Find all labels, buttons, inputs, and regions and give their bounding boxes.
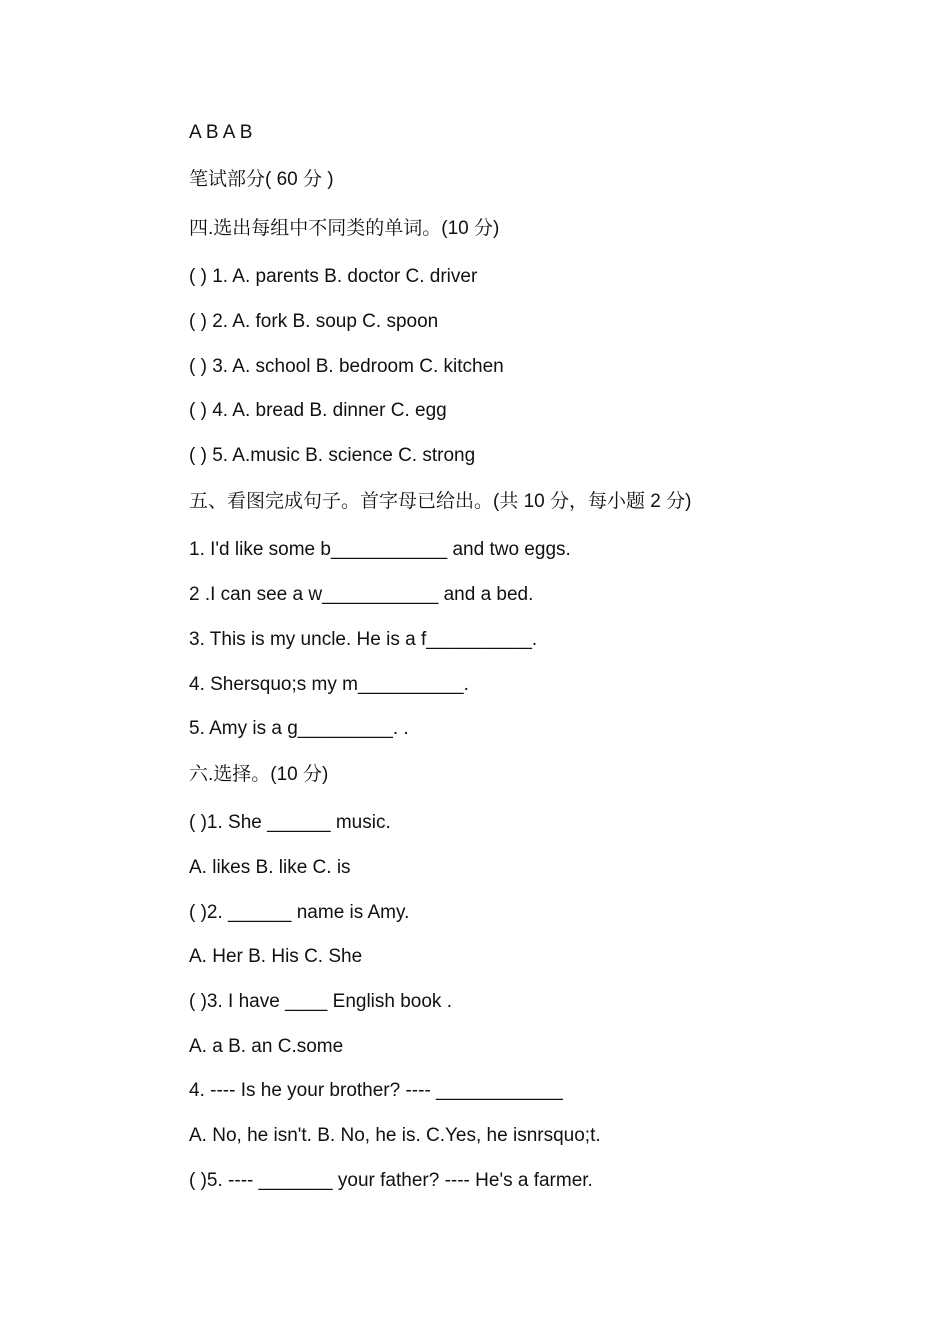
options-line: A. a B. an C.some: [189, 1036, 344, 1057]
options-line: A. No, he isn't. B. No, he is. C.Yes, he isnrsquo;t.: [189, 1125, 601, 1146]
options-line: A. Her B. His C. She: [189, 946, 363, 967]
section-five-heading: 五、看图完成句子。首字母已给出。(共 10 分，每小题 2 分): [189, 491, 692, 512]
question-line: ( )3. I have ____ English book .: [189, 991, 452, 1012]
question-line: 4. ---- Is he your brother? ---- ____________: [189, 1080, 563, 1101]
question-line: ( )2. ______ name is Amy.: [189, 902, 410, 923]
question-line: ( ) 2. A. fork B. soup C. spoon: [189, 311, 439, 332]
answer-key-line: A B A B: [189, 122, 253, 143]
question-line: ( ) 5. A.music B. science C. strong: [189, 445, 476, 466]
question-line: 5. Amy is a g_________. .: [189, 718, 409, 739]
section-four-heading: 四.选出每组中不同类的单词。(10 分): [189, 218, 500, 239]
question-line: 4. Shersquo;s my m__________.: [189, 674, 469, 695]
question-line: 3. This is my uncle. He is a f__________.: [189, 629, 538, 650]
question-line: ( ) 4. A. bread B. dinner C. egg: [189, 400, 447, 421]
question-line: ( ) 1. A. parents B. doctor C. driver: [189, 266, 478, 287]
written-part-heading: 笔试部分( 60 分 ): [189, 169, 334, 190]
question-line: 2 .I can see a w___________ and a bed.: [189, 584, 534, 605]
question-line: ( )5. ---- _______ your father? ---- He's a farmer.: [189, 1170, 593, 1191]
options-line: A. likes B. like C. is: [189, 857, 351, 878]
question-line: 1. I'd like some b___________ and two eggs.: [189, 539, 571, 560]
question-line: ( ) 3. A. school B. bedroom C. kitchen: [189, 356, 504, 377]
question-line: ( )1. She ______ music.: [189, 812, 391, 833]
section-six-heading: 六.选择。(10 分): [189, 764, 329, 785]
